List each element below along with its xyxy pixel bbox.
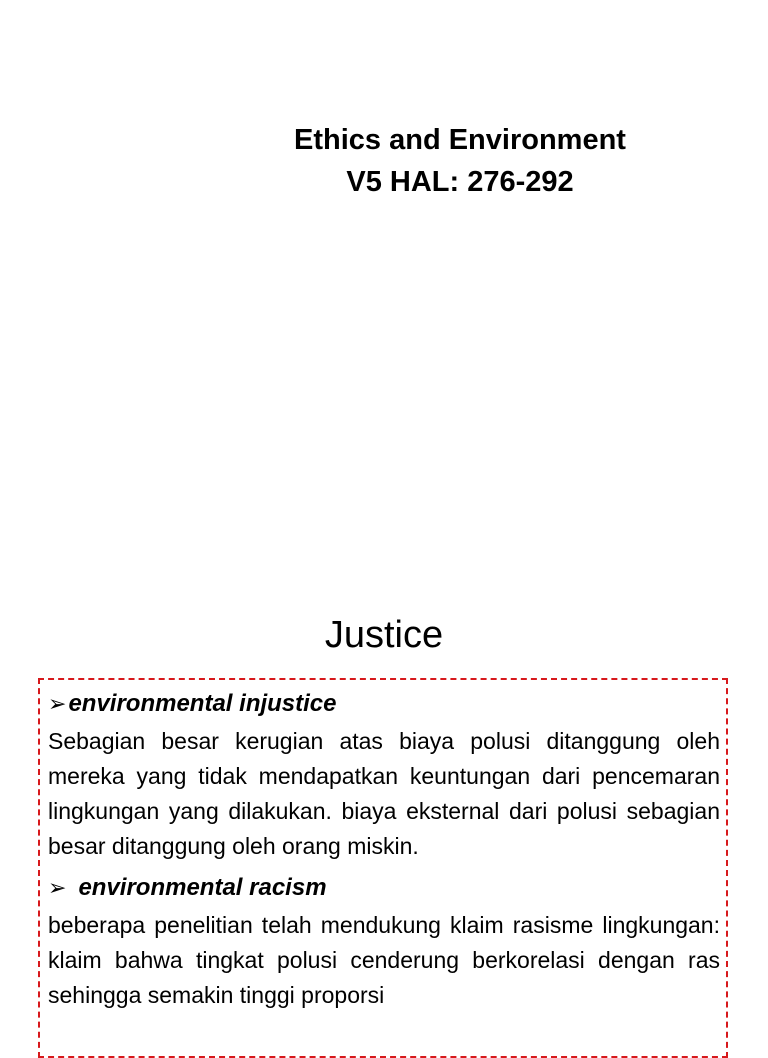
section-heading-text: environmental injustice [68,690,337,717]
slide-2-title: Justice [324,614,444,656]
arrow-bullet-icon: ➢ [48,691,67,716]
section-paragraph-racism: beberapa penelitian telah mendukung klaim rasisme lingkungan: klaim bahwa tingkat polusi cenderung berkorelasi dengan ras sehingga semakin tinggi proporsi [48,912,720,1008]
content-box [38,678,728,1058]
section-heading-text: environmental racism [78,874,327,901]
slide-title-line-2: V5 HAL: 276-292 [346,166,574,198]
section-heading-racism [48,870,720,906]
slide-title-line-1: Ethics and Environment [294,124,626,156]
section-paragraph-injustice: Sebagian besar kerugian atas biaya polusi ditanggung oleh mereka yang tidak mendapatkan keuntungan dari pencemaran lingkungan yang dilakukan. biaya eksternal dari polusi sebagian besar ditanggung oleh orang miskin. [48,728,720,859]
arrow-bullet-icon: ➢ [48,875,67,900]
section-heading-injustice [48,686,720,722]
